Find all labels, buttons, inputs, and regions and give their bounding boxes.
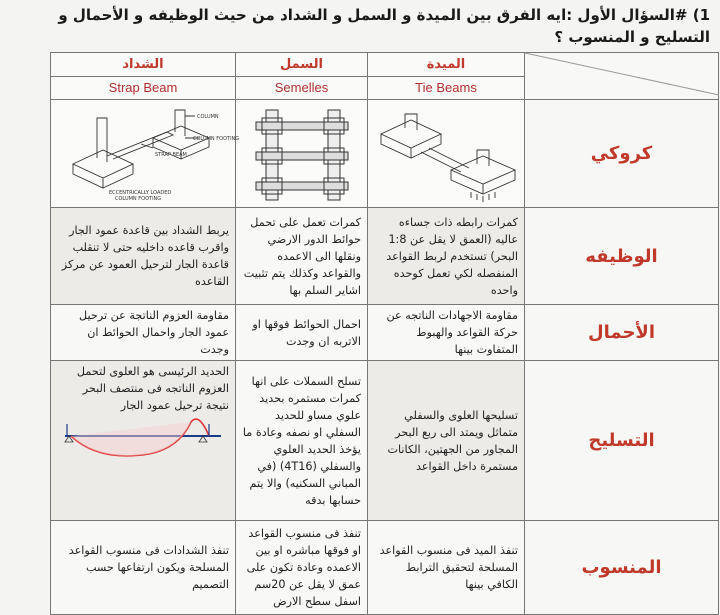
header-strap-en: Strap Beam (51, 76, 236, 100)
semelles-sketch (236, 100, 368, 208)
sketch-label-eccentric-2: COLUMN FOOTING (115, 195, 162, 202)
header-strap-ar: الشداد (51, 53, 236, 77)
moment-diagram (57, 414, 229, 475)
strap-beam-sketch (51, 100, 240, 208)
header-semelles-ar: السمل (236, 53, 368, 77)
header-tie-en: Tie Beams (368, 76, 525, 100)
semelles-reinforcement-cell: تسلح السملات على انها كمرات مستمره بحديد علوي مساو للحديد السفلي او نصفه وعادة ما يؤخذ الحديد العلوي والسفلي (4T16) (في المباني السكنيه) والا يتم حسابها بدقه (236, 361, 368, 521)
comparison-table (50, 52, 719, 615)
row-label-level: المنسوب (525, 521, 719, 615)
strap-loads-cell: مقاومة العزوم الناتجة عن ترحيل عمود الجار واحمال الحوائط ان وجدت (51, 305, 236, 361)
row-label-function: الوظيفه (525, 208, 719, 305)
diagonal-divider (525, 53, 719, 95)
header-corner-cell (525, 53, 719, 100)
sketch-label-column: COLUMN (197, 113, 219, 120)
tie-function-cell: كمرات رابطه ذات جساءه عاليه (العمق لا يقل عن 1:8 البحر) تستخدم لربط القواعد المنفصله لكي تعمل كوحده واحده (368, 208, 525, 305)
sketch-label-eccentric-1: ECCENTRICALLY LOADED (109, 189, 172, 196)
semelles-level-cell: تنفذ فى منسوب القواعد او فوقها مباشره او بين الاعمده وعادة تكون على عمق لا يقل عن 20سم اسفل سطح الارض (236, 521, 368, 615)
strap-reinforcement-text: الحديد الرئيسى هو العلوى لتحمل العزوم الناتجه فى منتصف البحر نتيجة ترحيل عمود الجار (76, 365, 229, 412)
strap-function-cell: يربط الشداد بين قاعدة عمود الجار واقرب قاعده داخليه حتى لا تنقلب قاعدة الجار لترحيل العمود عن مركز القاعده (51, 208, 236, 305)
strap-level-cell: تنفذ الشدادات فى منسوب القواعد المسلحة ويكون ارتفاعها حسب التصميم (51, 521, 236, 615)
semelles-loads-cell: احمال الحوائط فوقها او الاتربه ان وجدت (236, 305, 368, 361)
header-semelles-en: Semelles (236, 76, 368, 100)
header-tie-ar: الميدة (368, 53, 525, 77)
sketch-label-column-footing: COLUMN FOOTING (193, 135, 240, 142)
strap-reinforcement-cell (51, 361, 236, 521)
tie-beams-sketch (368, 100, 525, 208)
row-label-reinforcement: التسليح (525, 361, 719, 521)
row-label-sketch: كروكي (525, 100, 719, 208)
question-number: 1) (692, 6, 710, 24)
question-text: #السؤال الأول :ايه الفرق بين الميدة و السمل و الشداد من حيث الوظيفه و الأحمال و التسليح و المنسوب ؟ (58, 6, 710, 46)
question-heading (40, 4, 710, 48)
semelles-function-cell: كمرات تعمل على تحمل حوائط الدور الارضي ونقلها الى الاعمده والقواعد وكذلك يتم تثبيت اشاير السلم بها (236, 208, 368, 305)
tie-loads-cell: مقاومة الاجهادات الناتجه عن حركة القواعد والهبوط المتفاوت بينها (368, 305, 525, 361)
tie-reinforcement-cell: تسليحها العلوى والسفلي متماثل ويمتد الى ربع البحر المجاور من الجهتين، الكانات مستمرة داخل القواعد (368, 361, 525, 521)
sketch-label-strap-beam: STRAP BEAM (155, 151, 187, 158)
row-label-loads: الأحمال (525, 305, 719, 361)
tie-level-cell: تنفذ الميد فى منسوب القواعد المسلحة لتحقيق الترابط الكافي بينها (368, 521, 525, 615)
